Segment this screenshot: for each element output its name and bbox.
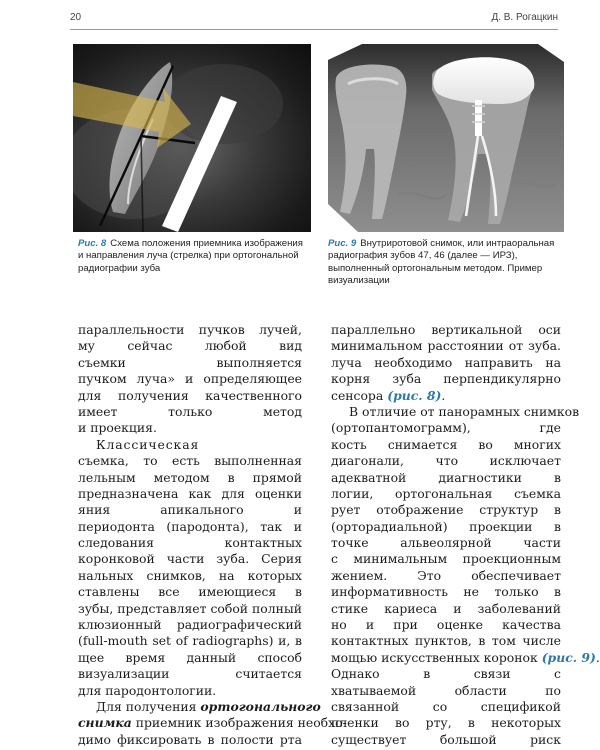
figure-9-radiograph — [328, 44, 564, 232]
text-line — [331, 649, 600, 666]
text-line: точке альвеолярной части — [331, 535, 561, 551]
emphasis-snimka: снимка — [78, 715, 132, 731]
text-line: луча необходимо направить на — [331, 354, 561, 370]
text-line: имеет только метод — [78, 403, 302, 419]
text-line: следования контактных — [78, 535, 302, 551]
text-line: контактных пунктов, в том числе — [331, 633, 561, 649]
text-line: периодонта (пародонта), так и — [78, 518, 302, 534]
text-line: хватываемой области по — [331, 682, 561, 698]
text-line: зубы, представляет собой полный — [78, 600, 302, 616]
text-line: диагонали, что исключает — [331, 453, 561, 469]
figure-8-image — [73, 44, 311, 232]
text-line: пучком луча» и определяющее — [78, 371, 302, 387]
text-line: ставлены все имеющиеся в — [78, 584, 302, 600]
text-line: димо фиксировать в полости рта — [78, 731, 302, 747]
figure-8-caption-text: Схема положения приемника изображения и направления луча (стрелка) при ортогональной радиографии зуба — [78, 238, 303, 274]
figure-8-label: Рис. 8 — [78, 238, 107, 249]
text-line: для пародонтологии. — [78, 682, 217, 698]
text-line: адекватной диагностики в — [331, 469, 561, 485]
header-rule — [70, 29, 558, 30]
text-line: клюзионный радиографический — [78, 617, 302, 633]
text-line: лельным методом в прямой — [78, 469, 302, 485]
text-line: щее время данный способ — [78, 649, 302, 665]
text-line: но и при оценке качества — [331, 617, 561, 633]
body-text-right-column — [331, 322, 600, 748]
text-run: сенсора — [331, 387, 384, 403]
text-line: рует отображение структур в — [331, 502, 561, 518]
text-run: мощью искусственных коронок — [331, 649, 538, 665]
text-line: Однако в связи с — [331, 666, 561, 682]
running-head — [70, 12, 558, 28]
text-line: параллельности пучков лучей, — [78, 322, 302, 337]
text-line: нальных снимков, на которых — [78, 567, 302, 583]
text-line: корня зуба перпендикулярно — [331, 371, 561, 387]
text-line: визуализации считается — [78, 666, 302, 682]
emphasis-ortho: ортогонального — [200, 698, 321, 714]
text-line — [331, 388, 561, 404]
text-line: яния апикального и — [78, 502, 302, 518]
text-line: логии, ортогональная съемка — [331, 485, 561, 501]
figure-9-label: Рис. 9 — [328, 238, 357, 249]
running-head-author: Д. В. Рогацкин — [491, 12, 558, 23]
text-line: Классическая — [96, 436, 200, 452]
text-line: и проекция. — [78, 420, 157, 436]
text-line: В отличие от панорамных снимков — [349, 403, 580, 419]
page-number: 20 — [70, 12, 82, 23]
text-line: кость снимается во многих — [331, 436, 561, 452]
text-run: приемник изображения необхо- — [135, 715, 347, 731]
text-line: связанной со спецификой — [331, 698, 561, 714]
text-line: (full-mouth set of radiographs) и, в — [78, 633, 302, 649]
figure-9-image — [328, 44, 564, 232]
text-line — [78, 698, 321, 715]
text-line: съемка, то есть выполненная — [78, 453, 302, 469]
text-line: существует большой риск — [331, 731, 561, 747]
body-text-left-column — [78, 322, 347, 748]
text-line: пленки во рту, в некоторых — [331, 715, 561, 731]
text-line: информативность не только в — [331, 584, 561, 600]
text-run: . — [441, 387, 446, 403]
text-line: коронковой части зуба. Серия — [78, 551, 302, 567]
text-line: параллельно вертикальной оси — [331, 322, 561, 337]
text-line: для получения качественного — [78, 387, 302, 403]
figure-8-reference[interactable]: (рис. 8) — [387, 387, 442, 403]
text-run: . — [595, 649, 600, 665]
text-line: (ортопантомограмм), где — [331, 420, 561, 436]
text-line: жением. Это обеспечивает — [331, 567, 561, 583]
text-line — [78, 715, 347, 731]
figure-9-caption-text: Внутриротовой снимок, или интраоральная радиография зубов 47, 46 (далее — ИРЗ), выполненный ортогональным методом. Пример визуализации — [328, 238, 555, 287]
figure-9-reference[interactable]: (рис. 9) — [541, 649, 596, 665]
text-run: Для получения — [96, 698, 197, 714]
text-line: съемки выполняется — [78, 354, 302, 370]
text-line: минимальном расстоянии от зуба. — [331, 338, 561, 354]
text-line: предназначена как для оценки — [78, 485, 302, 501]
text-line: с минимальным проекционным — [331, 551, 561, 567]
figure-9-caption — [328, 238, 564, 288]
text-line: стике кариеса и заболеваний — [331, 600, 561, 616]
figure-8-illustration — [73, 44, 311, 232]
text-line: му сейчас любой вид — [78, 338, 302, 354]
text-line: (орторадиальной) проекции в — [331, 518, 561, 534]
figure-8-caption — [78, 238, 310, 275]
